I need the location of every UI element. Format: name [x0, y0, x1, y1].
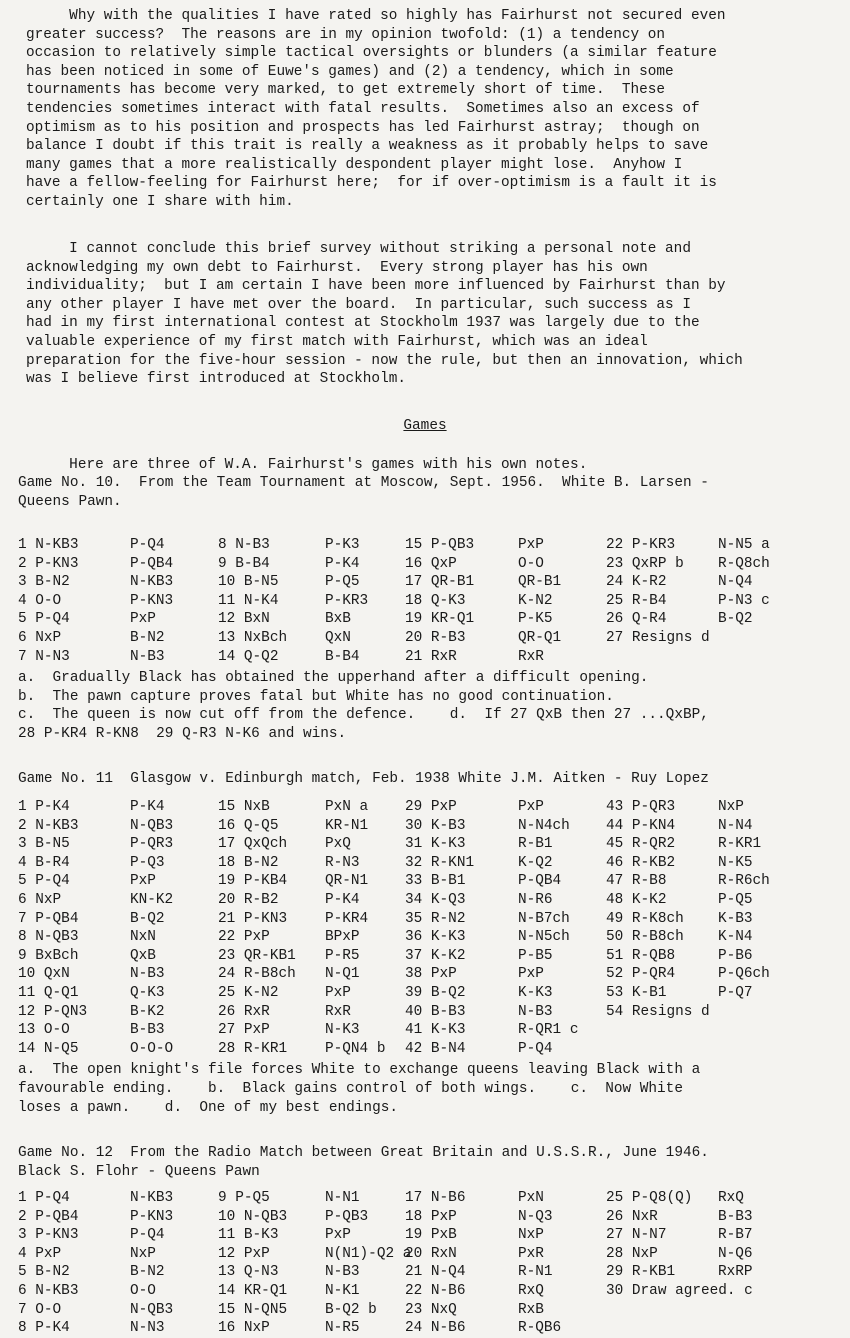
white-move: 29 PxP	[405, 799, 457, 815]
white-move: 9 B-B4	[218, 555, 270, 572]
black-move: N-KB3	[130, 1190, 174, 1206]
text-line: tournaments has become very marked, to get extremely short of time. These	[26, 82, 666, 99]
black-move: O-O	[518, 555, 544, 572]
black-move: PxN a	[325, 799, 369, 815]
note-line: a. Gradually Black has obtained the upperhand after a difficult opening.	[18, 670, 649, 687]
white-move: 21 N-Q4	[405, 1264, 466, 1281]
white-move: 33 B-B1	[405, 873, 466, 890]
white-move: 20 R-B2	[218, 891, 279, 908]
text-line: valuable experience of my first match with Fairhurst, which was an ideal	[26, 333, 648, 350]
white-move: 5 P-Q4	[18, 611, 70, 628]
black-move: O-O	[130, 1282, 156, 1299]
white-move: 7 P-QB4	[18, 910, 79, 927]
black-move: K-B3	[718, 910, 753, 927]
black-move: K-Q2	[518, 854, 553, 871]
black-move: P-QN4 b	[325, 1040, 386, 1057]
game-notes	[18, 1061, 843, 1117]
game-title	[18, 474, 843, 511]
text-line: certainly one I share with him.	[26, 193, 294, 210]
black-move: N-N5 a	[718, 537, 770, 553]
note-line: a. The open knight's file forces White to exchange queens leaving Black with a	[18, 1062, 701, 1079]
black-move: PxR	[518, 1245, 544, 1262]
white-move: 23 QR-KB1	[218, 947, 296, 964]
black-move: P-K4	[325, 891, 360, 908]
text-line: acknowledging my own debt to Fairhurst. Every strong player has his own	[26, 259, 648, 276]
black-move: PxP	[518, 537, 544, 553]
white-move: 28 NxP	[606, 1245, 658, 1262]
white-move: 16 NxP	[218, 1320, 270, 1337]
white-move: 16 QxP	[405, 555, 457, 572]
move-row	[18, 910, 848, 929]
white-move: 4 B-R4	[18, 854, 70, 871]
text-line: any other player I have met over the board. In particular, such success as I	[26, 296, 691, 313]
black-move: PxQ	[325, 836, 351, 853]
move-row	[18, 1282, 848, 1301]
note-line: favourable ending. b. Black gains control of both wings. c. Now White	[18, 1080, 683, 1097]
note-line: loses a pawn. d. One of my best endings.	[18, 1099, 398, 1116]
white-move: 4 O-O	[18, 592, 62, 609]
white-move: 52 P-QR4	[606, 966, 676, 983]
white-move: 13 NxBch	[218, 629, 288, 646]
white-move: 22 PxP	[218, 929, 270, 946]
black-move: P-K3	[325, 537, 360, 553]
black-move: QR-Q1	[518, 629, 562, 646]
black-move: NxP	[130, 1245, 156, 1262]
text-line: individuality; but I am certain I have been more influenced by Fairhurst than by	[26, 278, 726, 295]
text-line: Why with the qualities I have rated so highly has Fairhurst not secured even	[26, 8, 726, 24]
white-move: 7 O-O	[18, 1301, 62, 1318]
white-move: 24 K-R2	[606, 574, 667, 591]
white-move: 11 N-K4	[218, 592, 279, 609]
white-move: 49 R-K8ch	[606, 910, 684, 927]
white-move: 17 N-B6	[405, 1190, 466, 1206]
black-move: N-B3	[325, 1264, 360, 1281]
move-row	[18, 1226, 848, 1245]
paragraph-personal-note	[26, 240, 841, 389]
black-move: P-KR4	[325, 910, 369, 927]
black-move: N-B7ch	[518, 910, 570, 927]
white-move: 48 K-K2	[606, 891, 667, 908]
white-move: 44 P-KN4	[606, 817, 676, 834]
black-move: PxP	[130, 873, 156, 890]
black-move: P-KR3	[325, 592, 369, 609]
text-line: tendencies sometimes interact with fatal results. Sometimes also an excess of	[26, 100, 700, 117]
black-move: R-KR1	[718, 836, 762, 853]
black-move: N-Q1	[325, 966, 360, 983]
white-move: 20 R-B3	[405, 629, 466, 646]
black-move: B-K2	[130, 1003, 165, 1020]
move-table	[18, 1189, 848, 1338]
white-move: 51 R-QB8	[606, 947, 676, 964]
section-heading	[0, 417, 850, 436]
game-title	[18, 770, 843, 789]
white-move: 35 R-N2	[405, 910, 466, 927]
white-move: 45 R-QR2	[606, 836, 676, 853]
move-row	[18, 835, 848, 854]
black-move: R-R6ch	[718, 873, 770, 890]
white-move: 30 Draw agreed. c	[606, 1282, 753, 1299]
black-move: P-B5	[518, 947, 553, 964]
black-move: R-Q8ch	[718, 555, 770, 572]
white-move: 50 R-B8ch	[606, 929, 684, 946]
intro-text: Here are three of W.A. Fairhurst's games with his own notes.	[26, 457, 588, 473]
black-move: P-Q7	[718, 984, 753, 1001]
black-move: R-QR1 c	[518, 1022, 579, 1039]
black-move: RxB	[518, 1301, 544, 1318]
white-move: 14 Q-Q2	[218, 648, 279, 665]
white-move: 25 R-B4	[606, 592, 667, 609]
black-move: N-R6	[518, 891, 553, 908]
white-move: 18 Q-K3	[405, 592, 466, 609]
move-row	[18, 891, 848, 910]
white-move: 27 Resigns d	[606, 629, 710, 646]
black-move: P-N3 c	[718, 592, 770, 609]
white-move: 24 N-B6	[405, 1320, 466, 1337]
black-move: R-B7	[718, 1227, 753, 1244]
white-move: 18 B-N2	[218, 854, 279, 871]
move-row	[18, 648, 848, 667]
white-move: 40 B-B3	[405, 1003, 466, 1020]
black-move: N-K1	[325, 1282, 360, 1299]
black-move: N-B3	[518, 1003, 553, 1020]
white-move: 1 P-Q4	[18, 1190, 70, 1206]
black-move: N-Q6	[718, 1245, 753, 1262]
white-move: 46 R-KB2	[606, 854, 676, 871]
white-move: 42 B-N4	[405, 1040, 466, 1057]
text-line: balance I doubt if this trait is really a weakness as it probably helps to save	[26, 138, 709, 155]
black-move: N-N1	[325, 1190, 360, 1206]
black-move: P-K5	[518, 611, 553, 628]
white-move: 2 P-KN3	[18, 555, 79, 572]
move-row	[18, 947, 848, 966]
text-line: was I believe first introduced at Stockholm.	[26, 371, 406, 388]
black-move: N-N4	[718, 817, 753, 834]
text-line: had in my first international contest at Stockholm 1937 was largely due to the	[26, 315, 700, 332]
move-row	[18, 555, 848, 574]
black-move: PxN	[518, 1190, 544, 1206]
white-move: 25 K-N2	[218, 984, 279, 1001]
white-move: 25 P-Q8(Q)	[606, 1190, 693, 1206]
black-move: B-B3	[130, 1022, 165, 1039]
white-move: 12 PxP	[218, 1245, 270, 1262]
black-move: N(N1)-Q2 a	[325, 1245, 412, 1262]
black-move: K-N2	[518, 592, 553, 609]
move-row	[18, 536, 848, 555]
white-move: 47 R-B8	[606, 873, 667, 890]
white-move: 17 QxQch	[218, 836, 288, 853]
move-row	[18, 872, 848, 891]
black-move: P-K4	[325, 555, 360, 572]
move-row	[18, 1189, 848, 1208]
text-line: optimism as to his position and prospects has led Fairhurst astray; though on	[26, 119, 700, 136]
white-move: 3 B-N5	[18, 836, 70, 853]
white-move: 22 P-KR3	[606, 537, 676, 553]
white-move: 13 Q-N3	[218, 1264, 279, 1281]
black-move: PxP	[325, 984, 351, 1001]
black-move: PxP	[130, 611, 156, 628]
black-move: RxR	[325, 1003, 351, 1020]
move-row	[18, 592, 848, 611]
black-move: P-QB4	[518, 873, 562, 890]
section-heading-text: Games	[403, 418, 447, 434]
black-move: B-B4	[325, 648, 360, 665]
text-line: preparation for the five-hour session - now the rule, but then an innovation, which	[26, 352, 743, 369]
move-row	[18, 573, 848, 592]
white-move: 5 B-N2	[18, 1264, 70, 1281]
black-move: P-Q4	[130, 1227, 165, 1244]
black-move: B-N2	[130, 1264, 165, 1281]
white-move: 19 PxB	[405, 1227, 457, 1244]
white-move: 8 P-K4	[18, 1320, 70, 1337]
move-row	[18, 1301, 848, 1320]
white-move: 11 B-K3	[218, 1227, 279, 1244]
note-line: c. The queen is now cut off from the defence. d. If 27 QxB then 27 ...QxBP,	[18, 707, 709, 724]
paragraph-fairhurst-shortcomings	[26, 7, 841, 212]
white-move: 23 NxQ	[405, 1301, 457, 1318]
move-table	[18, 536, 848, 666]
black-move: K-K3	[518, 984, 553, 1001]
black-move: RxR	[518, 648, 544, 665]
black-move: R-QB6	[518, 1320, 562, 1337]
white-move: 7 N-N3	[18, 648, 70, 665]
move-row	[18, 1040, 848, 1059]
white-move: 8 N-QB3	[18, 929, 79, 946]
black-move: P-QB4	[130, 555, 174, 572]
black-move: PxP	[518, 799, 544, 815]
white-move: 20 RxN	[405, 1245, 457, 1262]
white-move: 22 N-B6	[405, 1282, 466, 1299]
white-move: 26 RxR	[218, 1003, 270, 1020]
white-move: 28 R-KR1	[218, 1040, 288, 1057]
black-move: NxP	[718, 799, 744, 815]
game-title-line: Game No. 11 Glasgow v. Edinburgh match, Feb. 1938 White J.M. Aitken - Ruy Lopez	[18, 771, 709, 787]
black-move: KR-N1	[325, 817, 369, 834]
black-move: BxB	[325, 611, 351, 628]
black-move: P-R5	[325, 947, 360, 964]
white-move: 3 B-N2	[18, 574, 70, 591]
black-move: R-N3	[325, 854, 360, 871]
black-move: RxQ	[518, 1282, 544, 1299]
white-move: 18 PxP	[405, 1208, 457, 1225]
white-move: 2 N-KB3	[18, 817, 79, 834]
move-row	[18, 1208, 848, 1227]
white-move: 5 P-Q4	[18, 873, 70, 890]
black-move: P-KN3	[130, 592, 174, 609]
black-move: RxQ	[718, 1190, 744, 1206]
black-move: N-N3	[130, 1320, 165, 1337]
white-move: 36 K-K3	[405, 929, 466, 946]
move-row	[18, 610, 848, 629]
white-move: 21 RxR	[405, 648, 457, 665]
black-move: N-N5ch	[518, 929, 570, 946]
game-title	[18, 1144, 843, 1181]
note-line: 28 P-KR4 R-KN8 29 Q-R3 N-K6 and wins.	[18, 725, 347, 742]
white-move: 6 N-KB3	[18, 1282, 79, 1299]
white-move: 16 Q-Q5	[218, 817, 279, 834]
black-move: B-N2	[130, 629, 165, 646]
text-line: greater success? The reasons are in my opinion twofold: (1) a tendency on	[26, 26, 666, 43]
black-move: N-QB3	[130, 1301, 174, 1318]
black-move: K-N4	[718, 929, 753, 946]
black-move: NxP	[518, 1227, 544, 1244]
white-move: 24 R-B8ch	[218, 966, 296, 983]
white-move: 32 R-KN1	[405, 854, 475, 871]
black-move: N-R5	[325, 1320, 360, 1337]
white-move: 10 QxN	[18, 966, 70, 983]
black-move: P-Q4	[518, 1040, 553, 1057]
black-move: N-B3	[130, 648, 165, 665]
move-table	[18, 798, 848, 1058]
white-move: 15 P-QB3	[405, 537, 475, 553]
move-row	[18, 1319, 848, 1338]
white-move: 34 K-Q3	[405, 891, 466, 908]
games-intro	[26, 456, 841, 475]
white-move: 43 P-QR3	[606, 799, 676, 815]
white-move: 29 R-KB1	[606, 1264, 676, 1281]
black-move: P-KN3	[130, 1208, 174, 1225]
black-move: RxRP	[718, 1264, 753, 1281]
black-move: N-QB3	[130, 817, 174, 834]
move-row	[18, 984, 848, 1003]
white-move: 3 P-KN3	[18, 1227, 79, 1244]
black-move: P-Q5	[718, 891, 753, 908]
black-move: QxB	[130, 947, 156, 964]
black-move: QxN	[325, 629, 351, 646]
black-move: P-Q3	[130, 854, 165, 871]
white-move: 19 KR-Q1	[405, 611, 475, 628]
black-move: B-Q2 b	[325, 1301, 377, 1318]
move-row	[18, 854, 848, 873]
move-row	[18, 1263, 848, 1282]
move-row	[18, 1003, 848, 1022]
black-move: N-Q3	[518, 1208, 553, 1225]
black-move: N-N4ch	[518, 817, 570, 834]
text-line: many games that a more realistically despondent player might lose. Anyhow I	[26, 156, 683, 173]
white-move: 4 PxP	[18, 1245, 62, 1262]
black-move: N-B3	[130, 966, 165, 983]
move-row	[18, 965, 848, 984]
white-move: 14 KR-Q1	[218, 1282, 288, 1299]
black-move: O-O-O	[130, 1040, 174, 1057]
game-title-line: Queens Pawn.	[18, 493, 122, 510]
move-row	[18, 629, 848, 648]
text-line: occasion to relatively simple tactical oversights or blunders (a similar feature	[26, 45, 717, 62]
black-move: P-Q4	[130, 537, 165, 553]
move-row	[18, 798, 848, 817]
white-move: 21 P-KN3	[218, 910, 288, 927]
black-move: B-Q2	[130, 910, 165, 927]
black-move: P-B6	[718, 947, 753, 964]
text-line: I cannot conclude this brief survey without striking a personal note and	[26, 241, 691, 257]
white-move: 53 K-B1	[606, 984, 667, 1001]
text-line: have a fellow-feeling for Fairhurst here; for if over-optimism is a fault it is	[26, 175, 717, 192]
black-move: P-QR3	[130, 836, 174, 853]
white-move: 2 P-QB4	[18, 1208, 79, 1225]
white-move: 1 N-KB3	[18, 537, 79, 553]
black-move: P-Q5	[325, 574, 360, 591]
black-move: NxN	[130, 929, 156, 946]
white-move: 12 BxN	[218, 611, 270, 628]
white-move: 6 NxP	[18, 629, 62, 646]
white-move: 1 P-K4	[18, 799, 70, 815]
black-move: N-K3	[325, 1022, 360, 1039]
black-move: N-Q4	[718, 574, 753, 591]
white-move: 11 Q-Q1	[18, 984, 79, 1001]
white-move: 31 K-K3	[405, 836, 466, 853]
white-move: 27 N-N7	[606, 1227, 667, 1244]
note-line: b. The pawn capture proves fatal but White has no good continuation.	[18, 688, 614, 705]
white-move: 14 N-Q5	[18, 1040, 79, 1057]
black-move: P-Q6ch	[718, 966, 770, 983]
white-move: 37 K-K2	[405, 947, 466, 964]
black-move: KN-K2	[130, 891, 174, 908]
white-move: 26 Q-R4	[606, 611, 667, 628]
white-move: 13 O-O	[18, 1022, 70, 1039]
black-move: P-QB3	[325, 1208, 369, 1225]
white-move: 10 B-N5	[218, 574, 279, 591]
black-move: B-Q2	[718, 611, 753, 628]
white-move: 27 PxP	[218, 1022, 270, 1039]
game-title-line: Game No. 10. From the Team Tournament at Moscow, Sept. 1956. White B. Larsen -	[18, 475, 709, 491]
move-row	[18, 928, 848, 947]
white-move: 26 NxR	[606, 1208, 658, 1225]
white-move: 30 K-B3	[405, 817, 466, 834]
white-move: 54 Resigns d	[606, 1003, 710, 1020]
white-move: 19 P-KB4	[218, 873, 288, 890]
white-move: 9 BxBch	[18, 947, 79, 964]
white-move: 12 P-QN3	[18, 1003, 88, 1020]
move-row	[18, 1245, 848, 1264]
black-move: R-N1	[518, 1264, 553, 1281]
game-title-line: Black S. Flohr - Queens Pawn	[18, 1163, 260, 1180]
black-move: P-K4	[130, 799, 165, 815]
white-move: 38 PxP	[405, 966, 457, 983]
white-move: 39 B-Q2	[405, 984, 466, 1001]
white-move: 9 P-Q5	[218, 1190, 270, 1206]
white-move: 6 NxP	[18, 891, 62, 908]
black-move: PxP	[518, 966, 544, 983]
black-move: BPxP	[325, 929, 360, 946]
game-title-line: Game No. 12 From the Radio Match between Great Britain and U.S.S.R., June 1946.	[18, 1145, 709, 1161]
game-notes	[18, 669, 843, 743]
white-move: 23 QxRP b	[606, 555, 684, 572]
move-row	[18, 817, 848, 836]
white-move: 41 K-K3	[405, 1022, 466, 1039]
move-row	[18, 1021, 848, 1040]
white-move: 15 NxB	[218, 799, 270, 815]
white-move: 15 N-QN5	[218, 1301, 288, 1318]
white-move: 17 QR-B1	[405, 574, 475, 591]
black-move: QR-B1	[518, 574, 562, 591]
black-move: PxP	[325, 1227, 351, 1244]
black-move: R-B1	[518, 836, 553, 853]
text-line: has been noticed in some of Euwe's games) and (2) a tendency, which in some	[26, 63, 674, 80]
black-move: Q-K3	[130, 984, 165, 1001]
black-move: B-B3	[718, 1208, 753, 1225]
white-move: 8 N-B3	[218, 537, 270, 553]
black-move: N-KB3	[130, 574, 174, 591]
black-move: N-K5	[718, 854, 753, 871]
white-move: 10 N-QB3	[218, 1208, 288, 1225]
black-move: QR-N1	[325, 873, 369, 890]
